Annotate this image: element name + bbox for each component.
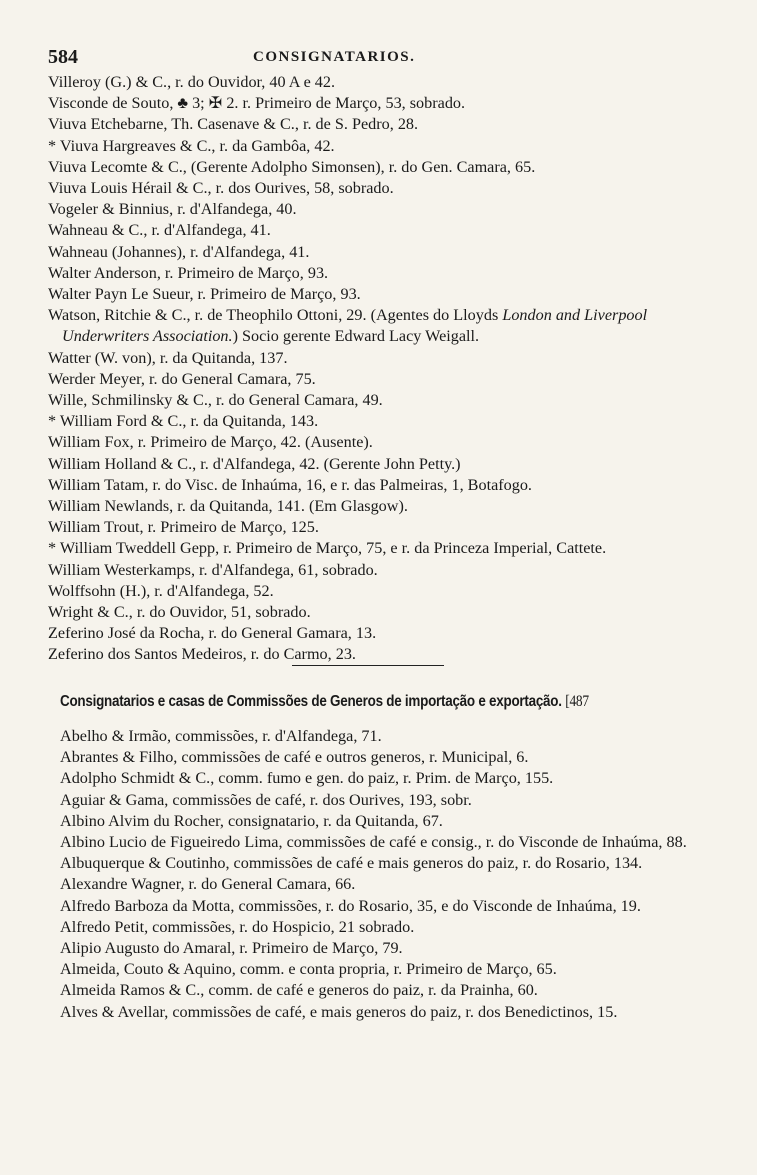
page-number: 584 [48, 46, 78, 68]
list-item: Viuva Lecomte & C., (Gerente Adolpho Simonsen), r. do Gen. Camara, 65. [48, 157, 536, 176]
list-item: William Trout, r. Primeiro de Março, 125. [48, 518, 319, 537]
section-title-text: Consignatarios e casas de Commissões de Generos de importação e exportação. [60, 693, 562, 710]
list-item: William Tatam, r. do Visc. de Inhaúma, 16, e r. das Palmeiras, 1, Botafogo. [48, 475, 532, 494]
list-item: * Viuva Hargreaves & C., r. da Gambôa, 42. [48, 136, 335, 155]
list-item: Adolpho Schmidt & C., comm. fumo e gen. do paiz, r. Prim. de Março, 155. [60, 769, 554, 788]
list-item: Abelho & Irmão, commissões, r. d'Alfandega, 71. [60, 727, 382, 745]
list-item-watson [48, 305, 708, 347]
list-item: William Fox, r. Primeiro de Março, 42. (Ausente). [48, 433, 373, 452]
watson-italic: London and Liverpool Underwriters Association. [62, 306, 648, 346]
list-item: Vogeler & Binnius, r. d'Alfandega, 40. [48, 200, 297, 219]
list-item: Albino Lucio de Figueiredo Lima, commissões de café e consig., r. do Visconde de Inhaúma, 88. [60, 833, 687, 852]
consignatarios-list [48, 72, 708, 666]
list-item: Wright & C., r. do Ouvidor, 51, sobrado. [48, 603, 311, 622]
list-item: Viuva Louis Hérail & C., r. dos Ourives, 58, sobrado. [48, 179, 394, 198]
list-item: * William Tweddell Gepp, r. Primeiro de Março, 75, e r. da Princeza Imperial, Cattete. [48, 539, 607, 558]
list-item: Wille, Schmilinsky & C., r. do General Camara, 49. [48, 391, 383, 410]
watson-text-end: ) Socio gerente Edward Lacy Weigall. [232, 327, 480, 346]
list-item: Werder Meyer, r. do General Camara, 75. [48, 369, 316, 388]
list-item: Villeroy (G.) & C., r. do Ouvidor, 40 A e 42. [48, 73, 336, 91]
list-item: * William Ford & C., r. da Quitanda, 143. [48, 412, 319, 431]
list-item: Wahneau & C., r. d'Alfandega, 41. [48, 221, 271, 240]
list-item: Alfredo Barboza da Motta, commissões, r. do Rosario, 35, e do Visconde de Inhaúma, 19. [60, 896, 641, 915]
list-item: William Westerkamps, r. d'Alfandega, 61, sobrado. [48, 560, 378, 579]
list-item: Zeferino José da Rocha, r. do General Gamara, 13. [48, 624, 377, 643]
list-item: Almeida Ramos & C., comm. de café e generos do paiz, r. da Prainha, 60. [60, 981, 538, 1000]
list-item: Almeida, Couto & Aquino, comm. e conta propria, r. Primeiro de Março, 65. [60, 960, 557, 979]
section-ref: [487 [565, 693, 589, 710]
list-item: William Holland & C., r. d'Alfandega, 42. (Gerente John Petty.) [48, 454, 461, 473]
section-divider [292, 665, 444, 666]
list-item: Albuquerque & Coutinho, commissões de café e mais generos do paiz, r. do Rosario, 134. [60, 854, 643, 873]
list-item: Albino Alvim du Rocher, consignatario, r. da Quitanda, 67. [60, 811, 443, 830]
list-item: Wolffsohn (H.), r. d'Alfandega, 52. [48, 581, 274, 600]
section-title [60, 693, 606, 711]
list-item: Aguiar & Gama, commissões de café, r. dos Ourives, 193, sobr. [60, 790, 472, 809]
list-item: Alexandre Wagner, r. do General Camara, 66. [60, 875, 356, 894]
running-head: CONSIGNATARIOS. [253, 49, 416, 65]
page-header [48, 46, 698, 70]
watson-text: Watson, Ritchie & C., r. de Theophilo Ottoni, 29. (Agentes do Lloyds [48, 306, 503, 325]
list-item: Alipio Augusto do Amaral, r. Primeiro de Março, 79. [60, 939, 403, 958]
list-item: Abrantes & Filho, commissões de café e outros generos, r. Municipal, 6. [60, 748, 529, 767]
list-item: William Newlands, r. da Quitanda, 141. (Em Glasgow). [48, 497, 408, 516]
list-item: Alfredo Petit, commissões, r. do Hospicio, 21 sobrado. [60, 917, 415, 936]
list-item: Viuva Etchebarne, Th. Casenave & C., r. de S. Pedro, 28. [48, 115, 419, 134]
commissoes-list [60, 726, 708, 1023]
list-item: Watter (W. von), r. da Quitanda, 137. [48, 348, 288, 367]
list-item: Zeferino dos Santos Medeiros, r. do Carmo, 23. [48, 645, 356, 664]
list-item: Walter Anderson, r. Primeiro de Março, 93. [48, 263, 329, 282]
list-item: Wahneau (Johannes), r. d'Alfandega, 41. [48, 242, 310, 261]
list-item: Visconde de Souto, ♣ 3; ✠ 2. r. Primeiro de Março, 53, sobrado. [48, 94, 466, 113]
list-item: Alves & Avellar, commissões de café, e mais generos do paiz, r. dos Benedictinos, 15. [60, 1002, 618, 1021]
list-item: Walter Payn Le Sueur, r. Primeiro de Março, 93. [48, 285, 361, 304]
